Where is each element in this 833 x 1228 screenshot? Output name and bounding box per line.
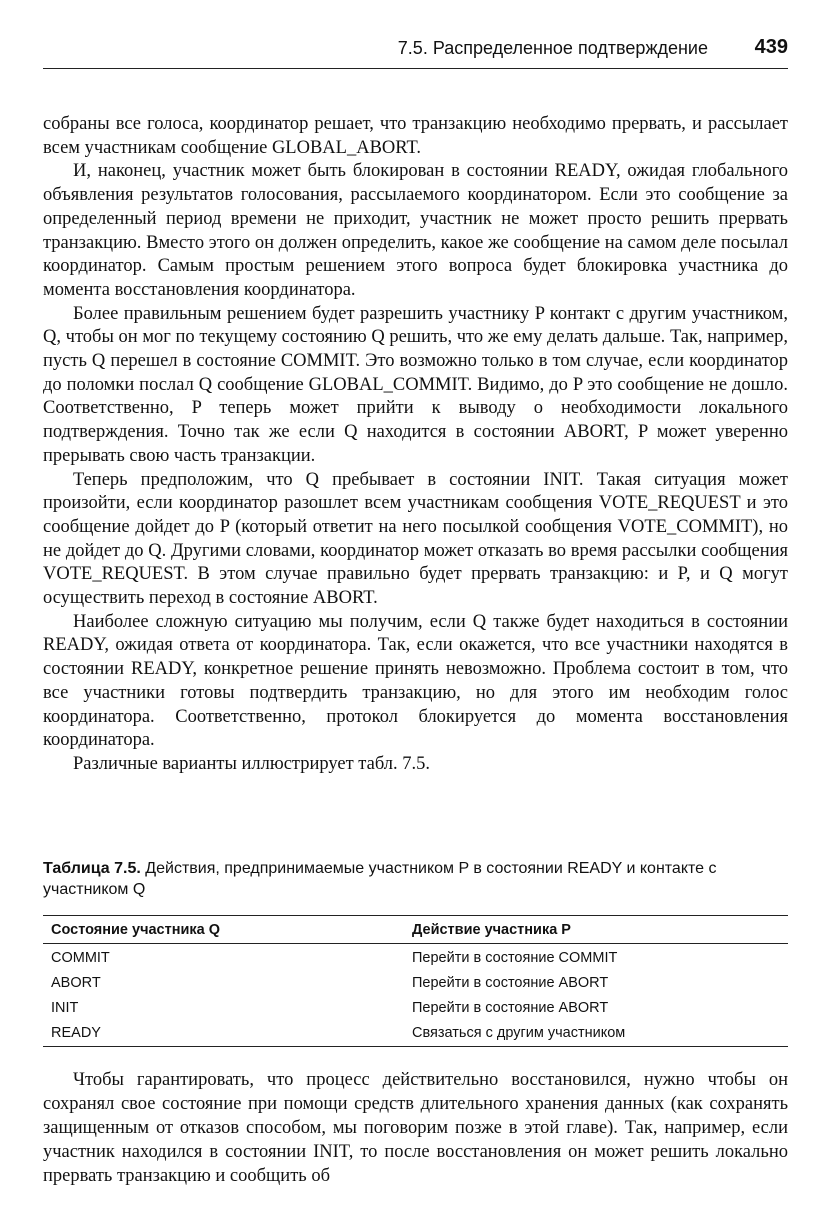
paragraph: И, наконец, участник может быть блокирован в состоянии READY, ожидая глобального объявления результатов голосования, рассылаемого координатором. Если это сообщение за определенный период времени не приходит, участник не может просто решить прервать транзакцию. Вместо этого он должен определить, какое же сообщение на самом деле посылал координатор. Самым простым решением этого вопроса будет блокировка участника до момента восстановления координатора.: [43, 161, 788, 300]
table-cell: Перейти в состояние ABORT: [412, 975, 609, 991]
section-title: 7.5. Распределенное подтверждение: [397, 38, 708, 58]
page-number: 439: [754, 36, 788, 58]
table-caption-label: Таблица 7.5.: [43, 860, 141, 877]
table-row: [43, 996, 788, 1021]
running-header: [43, 34, 788, 69]
table-cell: COMMIT: [51, 950, 110, 966]
actions-table: [43, 915, 788, 1047]
paragraph: Различные варианты иллюстрирует табл. 7.5.: [73, 753, 431, 774]
column-header: Состояние участника Q: [43, 916, 404, 944]
paragraph: Более правильным решением будет разрешить участнику P контакт с другим участником, Q, чтобы он мог по текущему состоянию Q решить, что же ему делать дальше. Так, например, пусть Q перешел в состояние COMMIT. Это возможно только в том случае, если координатор до поломки послал Q сообщение GLOBAL_COMMIT. Видимо, до P это сообщение не дошло. Соответственно, P теперь может прийти к выводу о необходимости локального подтверждения. Точно так же если Q находится в состоянии ABORT, P может уверенно прерывать свою часть транзакции.: [43, 303, 788, 466]
table-caption-text: Действия, предпринимаемые участником P в состоянии READY и контакте с участником Q: [43, 860, 717, 898]
table-row: [43, 971, 788, 996]
paragraph: Наиболее сложную ситуацию мы получим, если Q также будет находиться в состоянии READY, ожидая ответа от координатора. Так, если окажется, что все участники находятся в состоянии READY, конкретное решение принять невозможно. Проблема состоит в том, что все участники готовы подтвердить транзакцию, но для этого им необходим голос координатора. Соответственно, протокол блокируется до момента восстановления координатора.: [43, 611, 788, 751]
paragraph: собраны все голоса, координатор решает, что транзакцию необходимо прервать, и рассылает всем участникам сообщение GLOBAL_ABORT.: [43, 114, 788, 158]
column-header: Действие участника P: [404, 916, 788, 944]
paragraph: Чтобы гарантировать, что процесс действительно восстановился, нужно чтобы он сохранял свое состояние при помощи средств длительного хранения данных (как сохранять защищенным от отказов способом, мы поговорим позже в этой главе). Так, например, если участник находился в состоянии INIT, то после восстановления он может решить локально прервать транзакцию и сообщить об: [43, 1070, 788, 1186]
table-cell: ABORT: [51, 975, 101, 991]
table-caption: [43, 858, 763, 900]
table-cell: READY: [43, 1021, 404, 1047]
main-text: [43, 113, 788, 777]
paragraph: Теперь предположим, что Q пребывает в состоянии INIT. Такая ситуация может произойти, если координатор разошлет всем участникам сообщения VOTE_REQUEST и это сообщение дойдет до P (который ответит на него посылкой сообщения VOTE_COMMIT), но не дойдет до Q. Другими словами, координатор может отказать во время рассылки сообщения VOTE_REQUEST. В этом случае правильно будет прервать транзакцию: и P, и Q могут осуществить переход в состояние ABORT.: [43, 469, 788, 609]
table-cell: Связаться с другим участником: [404, 1021, 788, 1047]
table-cell: Перейти в состояние ABORT: [412, 1000, 609, 1016]
table-row: [43, 1021, 788, 1047]
table-header-row: [43, 916, 788, 944]
table-cell: INIT: [51, 1000, 79, 1016]
table-cell: Перейти в состояние COMMIT: [412, 950, 618, 966]
table-row: [43, 944, 788, 972]
main-text-continued: [43, 1068, 788, 1188]
